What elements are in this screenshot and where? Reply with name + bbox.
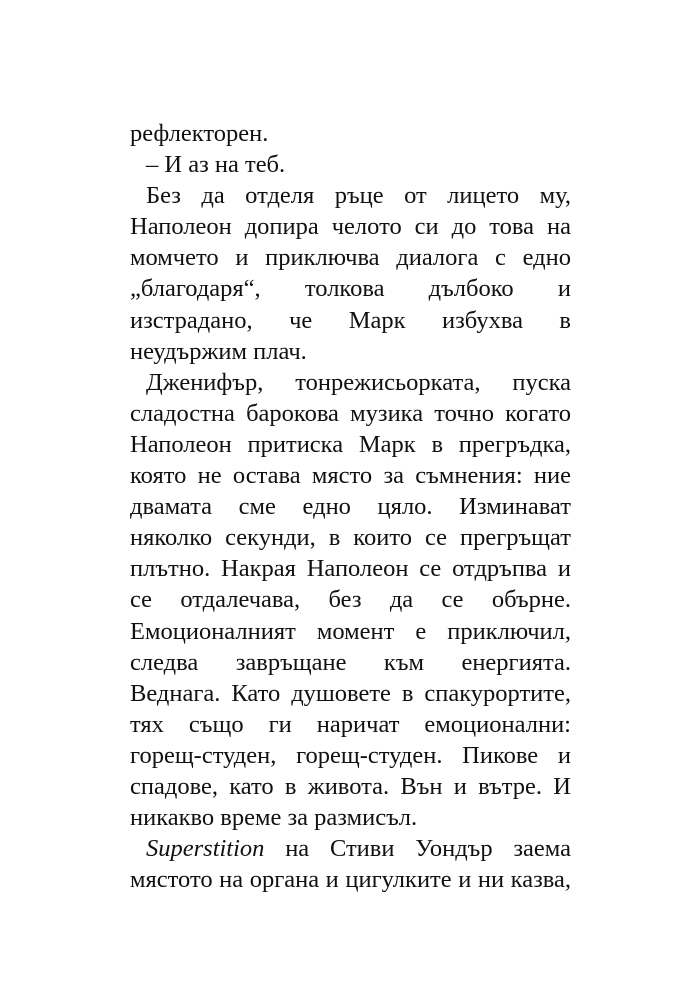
line-text: момчето и приключва диалога с едно (130, 244, 571, 272)
text-line (130, 678, 571, 709)
text-line (130, 647, 571, 678)
line-text: – И аз на теб. (146, 151, 286, 179)
line-text: „благодаря“, толкова дълбоко и (130, 275, 571, 303)
line-text: плътно. Накрая Наполеон се отдръпва и (130, 555, 571, 583)
text-line (130, 305, 571, 336)
body-text (130, 118, 571, 895)
text-line (130, 398, 571, 429)
line-text: рефлекторен. (130, 120, 269, 147)
text-line (130, 367, 571, 398)
text-line (130, 584, 571, 615)
line-text: се отдалечава, без да се обърне. (130, 586, 571, 614)
text-line (130, 491, 571, 522)
line-text: никакво време за размисъл. (130, 804, 418, 832)
text-line (130, 740, 571, 771)
line-text: сладостна барокова музика точно когато (130, 399, 571, 427)
text-line (130, 460, 571, 491)
text-line (130, 273, 571, 304)
text-line (130, 242, 571, 273)
text-line (130, 211, 571, 242)
line-text: тях също ги наричат емоционални: (130, 710, 571, 738)
line-text: изстрадано, че Марк избухва в (130, 306, 571, 334)
text-line (130, 771, 571, 802)
line-text: Наполеон допира челото си до това на (130, 213, 571, 241)
line-text: Веднага. Като душовете в спакурортите, (130, 679, 571, 707)
text-line (130, 709, 571, 740)
text-line (130, 336, 571, 367)
text-line (130, 180, 571, 211)
text-line (130, 118, 571, 149)
text-line (130, 833, 571, 864)
text-line (130, 149, 571, 180)
line-text: двамата сме едно цяло. Изминават (130, 493, 571, 521)
line-text: на Стиви Уондър заема (264, 835, 571, 863)
text-line (130, 429, 571, 460)
line-text: следва завръщане към енергията. (130, 648, 571, 676)
line-text: Наполеон притиска Марк в прегръдка, (130, 430, 571, 458)
text-line (130, 553, 571, 584)
line-text: Дженифър, тонрежисьорката, пуска (146, 368, 571, 396)
line-text: неудържим плач. (130, 337, 307, 365)
line-text: спадове, като в живота. Вън и вътре. И (130, 772, 571, 800)
line-text: която не остава място за съмнения: ние (130, 462, 571, 490)
text-line (130, 864, 571, 895)
italic-title: Superstition (146, 835, 265, 863)
line-text: Емоционалният момент е приключил, (130, 617, 571, 645)
text-line (130, 802, 571, 833)
line-text: горещ-студен, горещ-студен. Пикове и (130, 741, 571, 769)
text-line (130, 616, 571, 647)
line-text: няколко секунди, в които се прегръщат (130, 524, 571, 552)
line-text: мястото на органа и цигулките и ни казва, (130, 866, 571, 894)
text-line (130, 522, 571, 553)
line-text: Без да отделя ръце от лицето му, (146, 182, 571, 210)
